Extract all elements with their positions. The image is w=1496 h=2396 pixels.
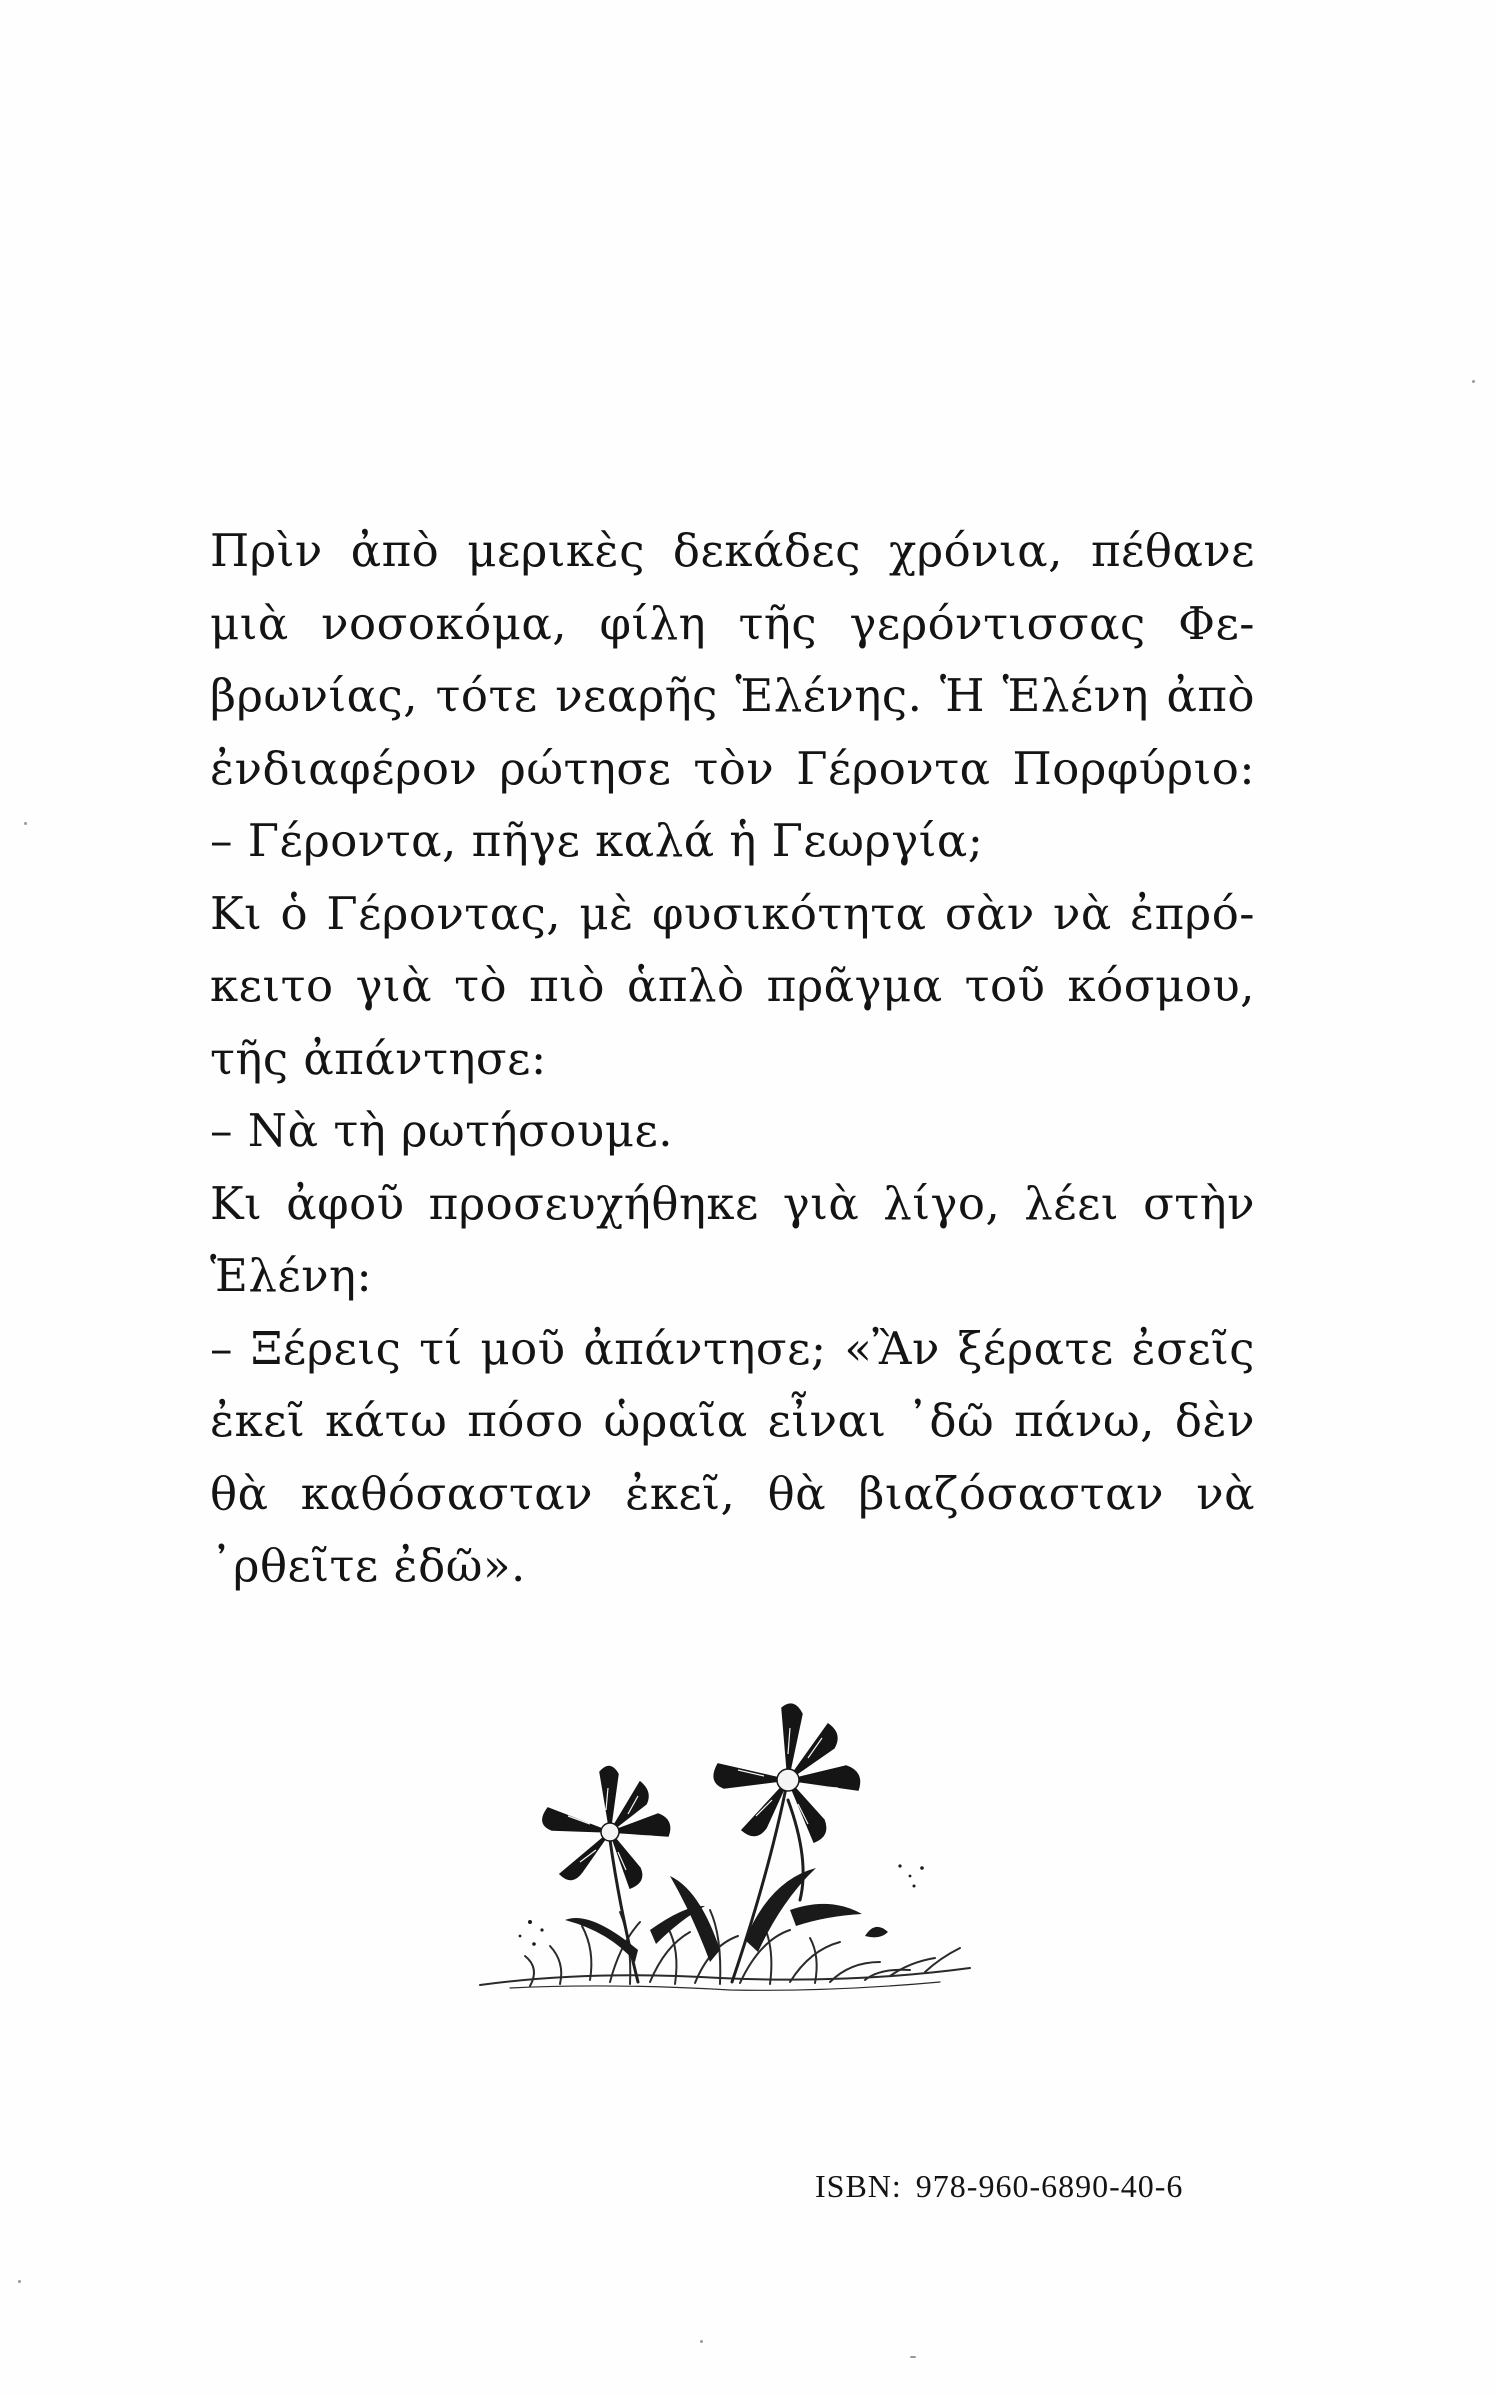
text-line: τῆς ἀπάντησε: [210, 1031, 547, 1085]
text-line: – Ξέρεις τί μοῦ ἀπάντησε; «Ἂν ξέρατε ἐσεῖς [210, 1321, 1255, 1375]
text-line: μιὰ νοσοκόμα, φίλη τῆς γερόντισσας Φε- [210, 596, 1255, 650]
text-line: ᾿ρθεῖτε ἐδῶ». [210, 1539, 526, 1592]
text-line: βρωνίας, τότε νεαρῆς Ἑλένης. Ἡ Ἑλένη ἀπὸ [210, 669, 1255, 722]
isbn-text [815, 2168, 1183, 2205]
text-line: Ἑλένη: [210, 1249, 373, 1302]
flower-illustration [470, 1700, 990, 2010]
text-line: θὰ καθόσασταν ἐκεῖ, θὰ βιαζόσασταν νὰ [210, 1466, 1255, 1520]
text-line: Κι ὁ Γέροντας, μὲ φυσικότητα σὰν νὰ ἐπρό- [210, 886, 1255, 940]
paper-speck [24, 822, 27, 825]
text-line: κειτο γιὰ τὸ πιὸ ἁπλὸ πρᾶγμα τοῦ κόσμου, [210, 959, 1255, 1012]
paper-speck [1472, 380, 1475, 383]
paper-speck [700, 2340, 703, 2343]
text-line: ἐκεῖ κάτω πόσο ὡραῖα εἶναι ᾿δῶ πάνω, δὲν [210, 1394, 1255, 1447]
body-text [210, 515, 1255, 1603]
isbn-label: ISBN: [815, 2168, 902, 2204]
paper-speck [18, 2280, 21, 2283]
text-line: ἐνδιαφέρον ρώτησε τὸν Γέροντα Πορφύριο: [210, 741, 1255, 795]
isbn-value: 978-960-6890-40-6 [915, 2168, 1184, 2204]
text-line: – Νὰ τὴ ρωτήσουμε. [210, 1104, 674, 1157]
text-line: – Γέροντα, πῆγε καλά ἡ Γεωργία; [210, 814, 984, 867]
text-line: Κι ἀφοῦ προσευχήθηκε γιὰ λίγο, λέει στὴν [210, 1176, 1255, 1230]
text-line: Πρὶν ἀπὸ μερικὲς δεκάδες χρόνια, πέθανε [210, 524, 1255, 577]
paper-speck [910, 2356, 916, 2358]
